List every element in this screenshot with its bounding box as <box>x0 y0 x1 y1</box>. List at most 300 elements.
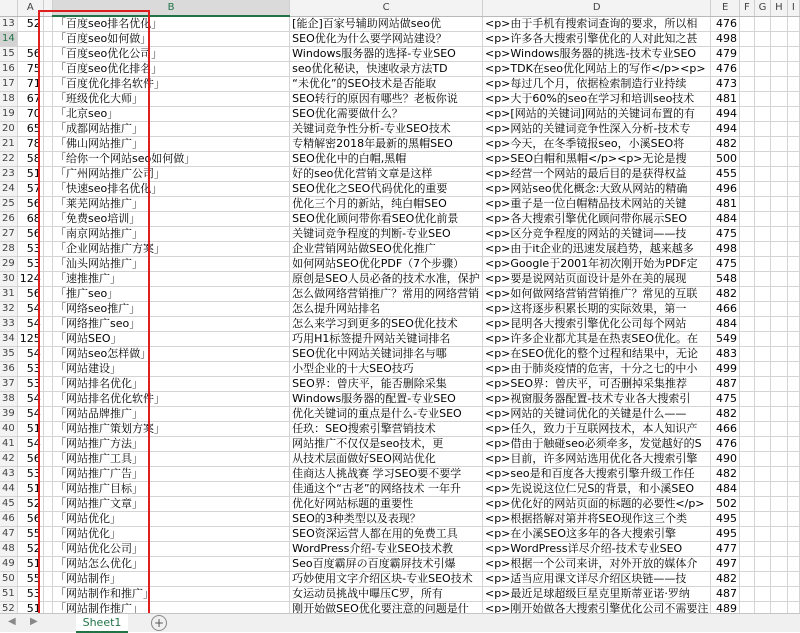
cell-h[interactable] <box>754 317 771 332</box>
column-header-i[interactable]: I <box>787 0 799 16</box>
cell-h[interactable] <box>754 167 771 182</box>
cell-g[interactable] <box>740 497 755 512</box>
cell-e[interactable]: 476 <box>711 16 740 32</box>
cell-h[interactable] <box>754 572 771 587</box>
cell-j[interactable] <box>787 287 799 302</box>
cell-h[interactable] <box>754 347 771 362</box>
cell-e[interactable]: 479 <box>711 47 740 62</box>
cell-h[interactable] <box>754 392 771 407</box>
cell-i[interactable] <box>771 77 787 92</box>
cell-g[interactable] <box>740 16 755 32</box>
cell-e[interactable]: 482 <box>711 572 740 587</box>
cell-g[interactable] <box>740 62 755 77</box>
cell-h[interactable] <box>754 587 771 602</box>
cell-h[interactable] <box>754 137 771 152</box>
cell-a[interactable]: 52 <box>17 497 43 512</box>
cell-d[interactable]: <p>大于60%的seo在学习和培训seo技术 <box>482 92 710 107</box>
cell-e[interactable]: 481 <box>711 197 740 212</box>
cell-g[interactable] <box>740 302 755 317</box>
cell-i[interactable] <box>771 527 787 542</box>
cell-c[interactable]: SEO转行的原因有哪些？老板你说 <box>290 92 483 107</box>
cell-e[interactable]: 477 <box>711 542 740 557</box>
row-header[interactable]: 17 <box>0 77 17 92</box>
cell-a[interactable]: 56 <box>17 512 43 527</box>
row-header[interactable]: 44 <box>0 482 17 497</box>
cell-e[interactable]: 548 <box>711 272 740 287</box>
cell-h[interactable] <box>754 16 771 32</box>
cell-a[interactable]: 51 <box>17 167 43 182</box>
column-header-e[interactable]: E <box>711 0 740 16</box>
cell-a[interactable]: 58 <box>17 152 43 167</box>
cell-b[interactable]: 「网站优化」 <box>53 512 290 527</box>
cell-a[interactable]: 54 <box>17 302 43 317</box>
cell-i[interactable] <box>771 272 787 287</box>
cell-a[interactable]: 54 <box>17 347 43 362</box>
cell-i[interactable] <box>771 197 787 212</box>
cell-c[interactable]: SEO优化之SEO代码优化的重要 <box>290 182 483 197</box>
cell-g[interactable] <box>740 257 755 272</box>
cell-d[interactable]: <p>优化好的网站页面的标题的必要性</p> <box>482 497 710 512</box>
cell-i[interactable] <box>771 497 787 512</box>
cell-e[interactable]: 473 <box>711 77 740 92</box>
cell-h[interactable] <box>754 377 771 392</box>
cell-g[interactable] <box>740 542 755 557</box>
row-header[interactable]: 49 <box>0 557 17 572</box>
cell-b[interactable]: 「网站推广文章」 <box>53 497 290 512</box>
cell-i[interactable] <box>771 482 787 497</box>
cell-j[interactable] <box>787 452 799 467</box>
cell-d[interactable]: <p>SEO界：曾庆平，可否删掉采集推荐 <box>482 377 710 392</box>
cell-d[interactable]: <p>今天，在冬季镜报seo，小溪SEO将 <box>482 137 710 152</box>
cell-h[interactable] <box>754 422 771 437</box>
cell-j[interactable] <box>787 407 799 422</box>
cell-spacer[interactable] <box>43 107 52 122</box>
cell-a[interactable]: 51 <box>17 422 43 437</box>
cell-d[interactable]: <p>Windows服务器的挑选-技术专业SEO <box>482 47 710 62</box>
cell-j[interactable] <box>787 572 799 587</box>
cell-i[interactable] <box>771 16 787 32</box>
cell-g[interactable] <box>740 92 755 107</box>
cell-spacer[interactable] <box>43 497 52 512</box>
cell-i[interactable] <box>771 227 787 242</box>
cell-i[interactable] <box>771 422 787 437</box>
cell-a[interactable]: 65 <box>17 122 43 137</box>
cell-e[interactable]: 482 <box>711 407 740 422</box>
row-header[interactable]: 15 <box>0 47 17 62</box>
cell-spacer[interactable] <box>43 557 52 572</box>
cell-h[interactable] <box>754 437 771 452</box>
cell-c[interactable]: SEO的3种类型以及表现？ <box>290 512 483 527</box>
cell-a[interactable]: 51 <box>17 482 43 497</box>
cell-g[interactable] <box>740 527 755 542</box>
row-header[interactable]: 13 <box>0 16 17 32</box>
cell-a[interactable]: 51 <box>17 557 43 572</box>
cell-h[interactable] <box>754 257 771 272</box>
cell-j[interactable] <box>787 557 799 572</box>
row-header[interactable]: 35 <box>0 347 17 362</box>
cell-c[interactable]: 小型企业的十大SEO技巧 <box>290 362 483 377</box>
cell-e[interactable]: 484 <box>711 482 740 497</box>
cell-c[interactable]: 专精解密2018年最新的黑帽SEO <box>290 137 483 152</box>
cell-j[interactable] <box>787 512 799 527</box>
cell-b[interactable]: 「百度seo排名优化」 <box>53 16 290 32</box>
cell-g[interactable] <box>740 467 755 482</box>
cell-d[interactable]: <p>昆明各大搜索引擎优化公司每个网站 <box>482 317 710 332</box>
cell-e[interactable]: 482 <box>711 137 740 152</box>
cell-j[interactable] <box>787 167 799 182</box>
cell-spacer[interactable] <box>43 602 52 614</box>
cell-b[interactable]: 「成都网站推广」 <box>53 122 290 137</box>
cell-g[interactable] <box>740 332 755 347</box>
cell-c[interactable]: 如何网站SEO优化PDF（7个步骤） <box>290 257 483 272</box>
cell-a[interactable]: 70 <box>17 107 43 122</box>
cell-e[interactable]: 500 <box>711 152 740 167</box>
cell-b[interactable]: 「免费seo培训」 <box>53 212 290 227</box>
row-header[interactable]: 47 <box>0 527 17 542</box>
cell-j[interactable] <box>787 62 799 77</box>
cell-j[interactable] <box>787 302 799 317</box>
row-header[interactable]: 42 <box>0 452 17 467</box>
cell-g[interactable] <box>740 362 755 377</box>
cell-b[interactable]: 「快速seo排名优化」 <box>53 182 290 197</box>
cell-d[interactable]: <p>SEO白帽和黑帽</p><p>无论是搜 <box>482 152 710 167</box>
cell-e[interactable]: 498 <box>711 242 740 257</box>
cell-i[interactable] <box>771 182 787 197</box>
cell-e[interactable]: 482 <box>711 467 740 482</box>
cell-d[interactable]: <p>网站的关键词竞争性深入分析-技术专 <box>482 122 710 137</box>
cell-a[interactable]: 56 <box>17 47 43 62</box>
column-header-d[interactable]: D <box>482 0 710 16</box>
cell-j[interactable] <box>787 257 799 272</box>
cell-h[interactable] <box>754 242 771 257</box>
cell-spacer[interactable] <box>43 167 52 182</box>
cell-e[interactable]: 495 <box>711 527 740 542</box>
select-all-corner[interactable] <box>0 0 17 16</box>
cell-e[interactable]: 498 <box>711 32 740 47</box>
cell-j[interactable] <box>787 32 799 47</box>
cell-c[interactable]: 佳通这个“古老”的网络技术 一年升 <box>290 482 483 497</box>
cell-j[interactable] <box>787 317 799 332</box>
cell-c[interactable]: WordPress介绍-专业SEO技术教 <box>290 542 483 557</box>
cell-d[interactable]: <p>[网站的关键词]网站的关键词布置的有 <box>482 107 710 122</box>
cell-a[interactable]: 53 <box>17 467 43 482</box>
cell-b[interactable]: 「网站推广策划方案」 <box>53 422 290 437</box>
cell-c[interactable]: SEO优化顾问带你看SEO优化前景 <box>290 212 483 227</box>
cell-spacer[interactable] <box>43 16 52 32</box>
cell-j[interactable] <box>787 16 799 32</box>
cell-a[interactable]: 53 <box>17 587 43 602</box>
cell-h[interactable] <box>754 47 771 62</box>
cell-c[interactable]: 怎么做网络营销推广？常用的网络营销 <box>290 287 483 302</box>
cell-a[interactable]: 67 <box>17 92 43 107</box>
cell-a[interactable]: 56 <box>17 197 43 212</box>
cell-j[interactable] <box>787 77 799 92</box>
cell-i[interactable] <box>771 332 787 347</box>
cell-b[interactable]: 「网络seo推广」 <box>53 302 290 317</box>
cell-spacer[interactable] <box>43 317 52 332</box>
cell-g[interactable] <box>740 77 755 92</box>
cell-c[interactable]: 优化三个月的新站，纯白帽SEO <box>290 197 483 212</box>
cell-b[interactable]: 「百度seo优化排名」 <box>53 62 290 77</box>
column-header-f[interactable]: F <box>740 0 755 16</box>
cell-a[interactable]: 54 <box>17 317 43 332</box>
cell-c[interactable]: 企业营销网站做SEO优化推广 <box>290 242 483 257</box>
cell-h[interactable] <box>754 497 771 512</box>
cell-c[interactable]: “未优化”的SEO技术是否能取 <box>290 77 483 92</box>
cell-d[interactable]: <p>许多企业都尤其是在热衷SEO优化。在 <box>482 332 710 347</box>
cell-b[interactable]: 「百度seo如何做」 <box>53 32 290 47</box>
cell-h[interactable] <box>754 152 771 167</box>
row-header[interactable]: 43 <box>0 467 17 482</box>
cell-b[interactable]: 「网站建设」 <box>53 362 290 377</box>
cell-e[interactable]: 497 <box>711 557 740 572</box>
cell-c[interactable]: 巧妙使用文字介绍区块-专业SEO技术 <box>290 572 483 587</box>
cell-spacer[interactable] <box>43 422 52 437</box>
cell-a[interactable]: 52 <box>17 16 43 32</box>
row-header[interactable]: 46 <box>0 512 17 527</box>
cell-spacer[interactable] <box>43 92 52 107</box>
cell-j[interactable] <box>787 587 799 602</box>
cell-c[interactable]: Windows服务器的选择-专业SEO <box>290 47 483 62</box>
cell-b[interactable]: 「企业网站推广方案」 <box>53 242 290 257</box>
cell-h[interactable] <box>754 182 771 197</box>
cell-spacer[interactable] <box>43 152 52 167</box>
sheet-tab-sheet1[interactable]: Sheet1 <box>76 614 128 633</box>
cell-c[interactable]: 巧用H1标签提升网站关键词排名 <box>290 332 483 347</box>
cell-e[interactable]: 484 <box>711 212 740 227</box>
row-header[interactable]: 39 <box>0 407 17 422</box>
cell-e[interactable]: 496 <box>711 182 740 197</box>
row-header[interactable]: 48 <box>0 542 17 557</box>
cell-h[interactable] <box>754 407 771 422</box>
cell-b[interactable]: 「网站排名优化软件」 <box>53 392 290 407</box>
cell-a[interactable]: 71 <box>17 77 43 92</box>
cell-i[interactable] <box>771 437 787 452</box>
row-header[interactable]: 30 <box>0 272 17 287</box>
cell-e[interactable]: 484 <box>711 317 740 332</box>
cell-j[interactable] <box>787 272 799 287</box>
cell-g[interactable] <box>740 227 755 242</box>
cell-a[interactable]: 53 <box>17 377 43 392</box>
cell-d[interactable]: <p>由于手机有搜索词查询的要求，所以相 <box>482 16 710 32</box>
cell-e[interactable]: 494 <box>711 122 740 137</box>
cell-spacer[interactable] <box>43 392 52 407</box>
cell-b[interactable]: 「班级优化大师」 <box>53 92 290 107</box>
cell-c[interactable]: 关键词竞争性分析-专业SEO技术 <box>290 122 483 137</box>
cell-j[interactable] <box>787 437 799 452</box>
cell-g[interactable] <box>740 287 755 302</box>
cell-g[interactable] <box>740 137 755 152</box>
cell-g[interactable] <box>740 422 755 437</box>
cell-h[interactable] <box>754 122 771 137</box>
cell-j[interactable] <box>787 362 799 377</box>
cell-spacer[interactable] <box>43 452 52 467</box>
cell-d[interactable]: <p>借由于触碰seo必须牵多，发觉越好的S <box>482 437 710 452</box>
cell-spacer[interactable] <box>43 137 52 152</box>
cell-c[interactable]: seo优化秘诀，快速收录方法TD <box>290 62 483 77</box>
cell-i[interactable] <box>771 347 787 362</box>
cell-g[interactable] <box>740 47 755 62</box>
cell-spacer[interactable] <box>43 272 52 287</box>
row-header[interactable]: 22 <box>0 152 17 167</box>
cell-b[interactable]: 「广州网站推广公司」 <box>53 167 290 182</box>
cell-d[interactable]: <p>目前，许多网站选用优化各大搜索引擎 <box>482 452 710 467</box>
cell-e[interactable]: 481 <box>711 92 740 107</box>
cell-i[interactable] <box>771 32 787 47</box>
cell-h[interactable] <box>754 287 771 302</box>
row-header[interactable]: 45 <box>0 497 17 512</box>
cell-j[interactable] <box>787 227 799 242</box>
cell-b[interactable]: 「给你一个网站seo如何做」 <box>53 152 290 167</box>
cell-d[interactable]: <p>WordPress详尽介绍-技术专业SEO <box>482 542 710 557</box>
cell-e[interactable]: 494 <box>711 107 740 122</box>
cell-g[interactable] <box>740 197 755 212</box>
cell-g[interactable] <box>740 482 755 497</box>
cell-i[interactable] <box>771 152 787 167</box>
cell-i[interactable] <box>771 377 787 392</box>
cell-d[interactable]: <p>根据一个公司来讲，对外开放的媒体介 <box>482 557 710 572</box>
row-header[interactable]: 26 <box>0 212 17 227</box>
cell-g[interactable] <box>740 392 755 407</box>
row-header[interactable]: 32 <box>0 302 17 317</box>
cell-g[interactable] <box>740 182 755 197</box>
cell-d[interactable]: <p>先说说这位仁兄S的背景，和小溪SEO <box>482 482 710 497</box>
cell-c[interactable]: 从技术层面做好SEO网站优化 <box>290 452 483 467</box>
cell-b[interactable]: 「网站排名优化」 <box>53 377 290 392</box>
row-header[interactable]: 25 <box>0 197 17 212</box>
cell-i[interactable] <box>771 587 787 602</box>
cell-i[interactable] <box>771 92 787 107</box>
cell-spacer[interactable] <box>43 347 52 362</box>
cell-b[interactable]: 「网络推广seo」 <box>53 317 290 332</box>
cell-spacer[interactable] <box>43 407 52 422</box>
cell-i[interactable] <box>771 467 787 482</box>
row-header[interactable]: 31 <box>0 287 17 302</box>
cell-j[interactable] <box>787 482 799 497</box>
cell-i[interactable] <box>771 257 787 272</box>
cell-c[interactable]: 原创是SEO人员必备的技术水准，保护 <box>290 272 483 287</box>
cell-spacer[interactable] <box>43 572 52 587</box>
cell-i[interactable] <box>771 392 787 407</box>
cell-j[interactable] <box>787 392 799 407</box>
cell-e[interactable]: 487 <box>711 587 740 602</box>
cell-e[interactable]: 499 <box>711 362 740 377</box>
cell-c[interactable]: 佳商达人挑战赛 学习SEO要不要学 <box>290 467 483 482</box>
cell-h[interactable] <box>754 542 771 557</box>
cell-j[interactable] <box>787 347 799 362</box>
cell-spacer[interactable] <box>43 32 52 47</box>
cell-c[interactable]: SEO优化中的白帽,黑帽 <box>290 152 483 167</box>
cell-c[interactable]: SEO优化中网站关键词排名与哪 <box>290 347 483 362</box>
cell-c[interactable]: SEO资深运营人都在用的免费工具 <box>290 527 483 542</box>
cell-g[interactable] <box>740 167 755 182</box>
cell-spacer[interactable] <box>43 332 52 347</box>
cell-j[interactable] <box>787 332 799 347</box>
cell-j[interactable] <box>787 137 799 152</box>
cell-g[interactable] <box>740 557 755 572</box>
cell-h[interactable] <box>754 482 771 497</box>
cell-h[interactable] <box>754 197 771 212</box>
cell-d[interactable]: <p>重子是一位白帽精品技术网站的关键 <box>482 197 710 212</box>
cell-b[interactable]: 「网站推广目标」 <box>53 482 290 497</box>
cell-d[interactable]: <p>经营一个网站的最后目的是获得权益 <box>482 167 710 182</box>
cell-g[interactable] <box>740 107 755 122</box>
cell-a[interactable]: 57 <box>17 182 43 197</box>
cell-g[interactable] <box>740 377 755 392</box>
row-header[interactable]: 50 <box>0 572 17 587</box>
cell-d[interactable]: <p>由于it企业的迅速发展趋势，越来越多 <box>482 242 710 257</box>
cell-e[interactable]: 495 <box>711 512 740 527</box>
cell-d[interactable]: <p>seo是和百度各大搜索引擎升级工作任 <box>482 467 710 482</box>
cell-g[interactable] <box>740 587 755 602</box>
cell-b[interactable]: 「网站推广方法」 <box>53 437 290 452</box>
cell-spacer[interactable] <box>43 437 52 452</box>
cell-i[interactable] <box>771 317 787 332</box>
cell-a[interactable]: 124 <box>17 272 43 287</box>
row-header[interactable]: 37 <box>0 377 17 392</box>
cell-e[interactable]: 475 <box>711 392 740 407</box>
cell-j[interactable] <box>787 92 799 107</box>
cell-a[interactable]: 125 <box>17 332 43 347</box>
cell-e[interactable]: 482 <box>711 287 740 302</box>
cell-h[interactable] <box>754 227 771 242</box>
cell-g[interactable] <box>740 347 755 362</box>
cell-b[interactable]: 「百度优化排名软件」 <box>53 77 290 92</box>
cell-spacer[interactable] <box>43 377 52 392</box>
cell-g[interactable] <box>740 317 755 332</box>
cell-j[interactable] <box>787 602 799 614</box>
cell-c[interactable]: 好的seo优化营销文章是这样 <box>290 167 483 182</box>
cell-c[interactable]: 任玖：SEO搜索引擎营销技术 <box>290 422 483 437</box>
cell-j[interactable] <box>787 197 799 212</box>
cell-a[interactable]: 54 <box>17 437 43 452</box>
cell-j[interactable] <box>787 107 799 122</box>
cell-spacer[interactable] <box>43 287 52 302</box>
cell-c[interactable]: 优化好网站标题的重要性 <box>290 497 483 512</box>
cell-c[interactable]: Seo百度霸屏の百度霸屏技术引爆 <box>290 557 483 572</box>
cell-d[interactable]: <p>适当应用课文详尽介绍区块链——技 <box>482 572 710 587</box>
cell-i[interactable] <box>771 287 787 302</box>
row-header[interactable]: 36 <box>0 362 17 377</box>
row-header[interactable]: 51 <box>0 587 17 602</box>
cell-a[interactable]: 75 <box>17 62 43 77</box>
cell-spacer[interactable] <box>43 362 52 377</box>
cell-j[interactable] <box>787 497 799 512</box>
cell-j[interactable] <box>787 122 799 137</box>
cell-e[interactable]: 549 <box>711 332 740 347</box>
cell-h[interactable] <box>754 107 771 122</box>
cell-i[interactable] <box>771 242 787 257</box>
cell-d[interactable]: <p>如何做网络营销营销推广？常见的互联 <box>482 287 710 302</box>
cell-j[interactable] <box>787 422 799 437</box>
cell-j[interactable] <box>787 152 799 167</box>
cell-i[interactable] <box>771 452 787 467</box>
cell-i[interactable] <box>771 512 787 527</box>
cell-d[interactable]: <p>在小溪SEO这多年的各大搜索引擎 <box>482 527 710 542</box>
cell-b[interactable]: 「网站怎么优化」 <box>53 557 290 572</box>
cell-e[interactable]: 466 <box>711 302 740 317</box>
cell-e[interactable]: 487 <box>711 377 740 392</box>
row-header[interactable]: 41 <box>0 437 17 452</box>
cell-h[interactable] <box>754 272 771 287</box>
prev-sheet-icon[interactable]: ◀ <box>8 616 16 627</box>
cell-h[interactable] <box>754 602 771 614</box>
cell-c[interactable]: [能企]百家号辅助网站做seo优 <box>290 16 483 32</box>
cell-spacer[interactable] <box>43 257 52 272</box>
cell-c[interactable]: 女运动员挑战中曝压C罗，所有 <box>290 587 483 602</box>
cell-h[interactable] <box>754 557 771 572</box>
row-header[interactable]: 38 <box>0 392 17 407</box>
